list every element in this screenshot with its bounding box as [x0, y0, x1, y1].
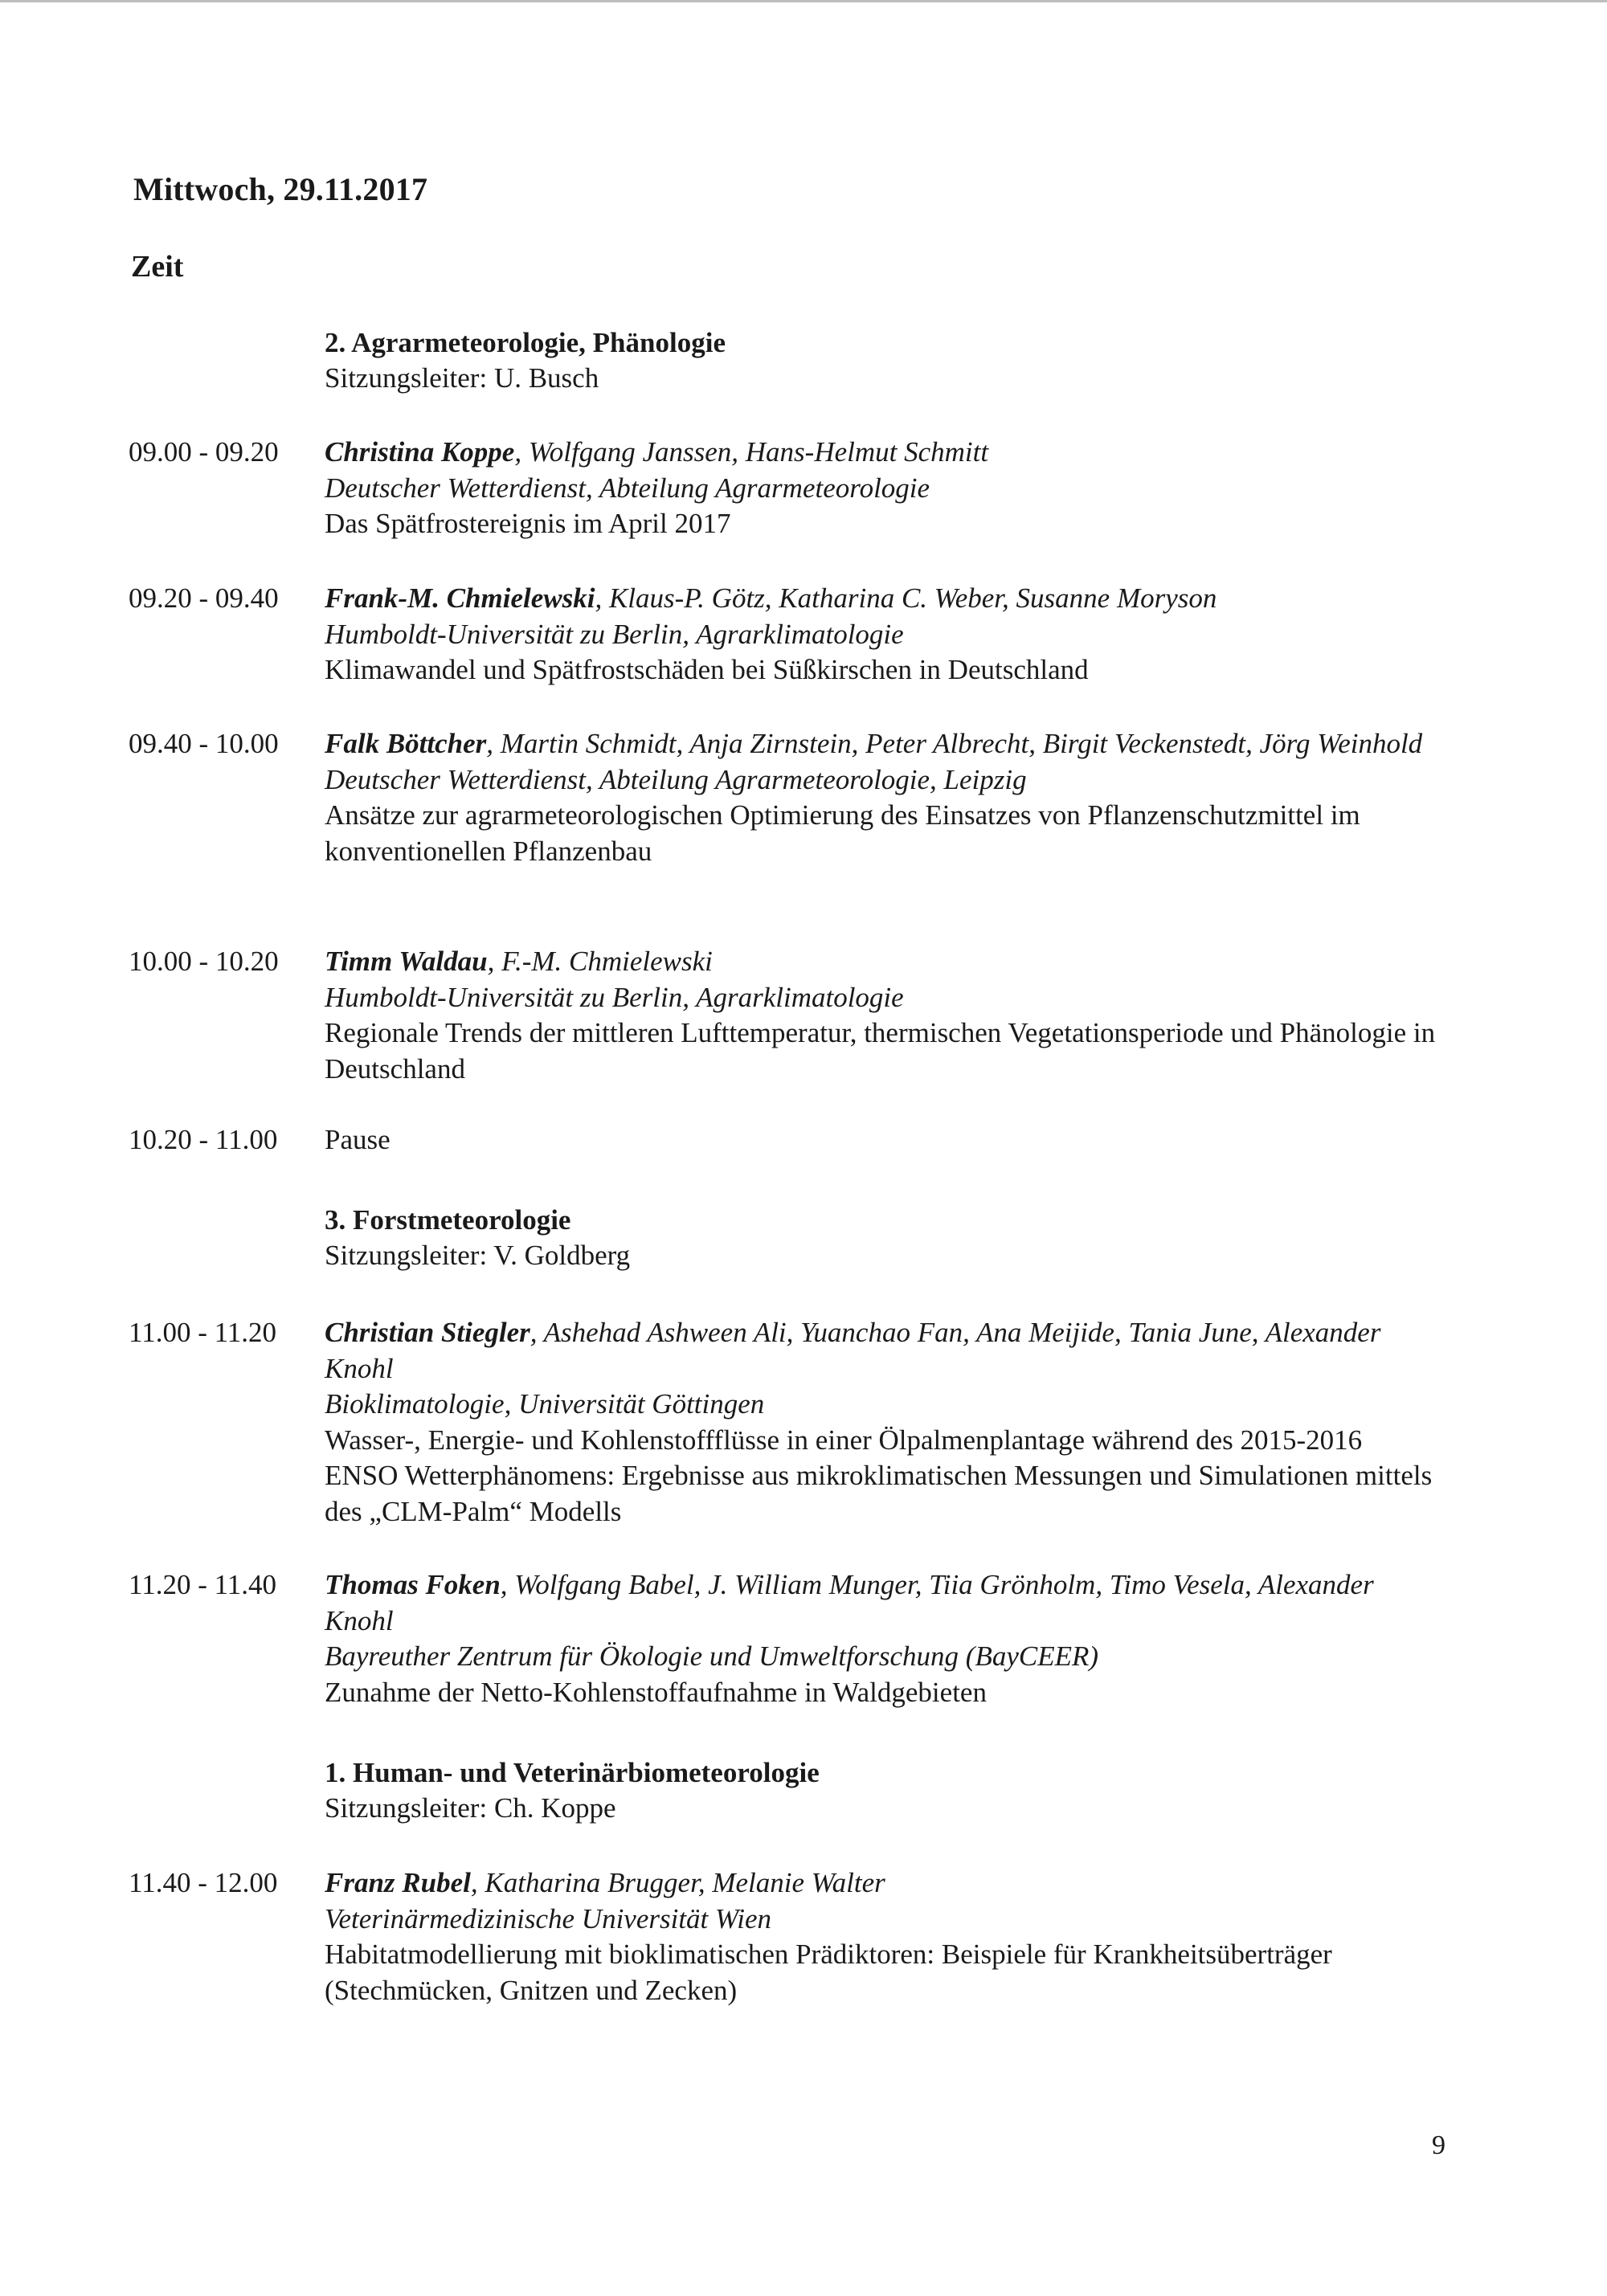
time-slot: 09.00 - 09.20: [129, 436, 279, 468]
talk-title: Ansätze zur agrarmeteorologischen Optimierung des Einsatzes von Pflanzenschutzmittel im konventionellen Pflanzenbau: [325, 799, 1360, 867]
program-entry: [129, 1567, 1470, 1710]
time-slot: 09.40 - 10.00: [129, 728, 279, 759]
lead-author: Frank-M. Chmielewski: [325, 582, 595, 614]
affiliation: Bayreuther Zentrum für Ökologie und Umweltforschung (BayCEER): [325, 1640, 1098, 1672]
section-agrarmeteorologie: [325, 325, 726, 396]
section-title: 3. Forstmeteorologie: [325, 1204, 571, 1236]
co-authors: , Klaus-P. Götz, Katharina C. Weber, Susanne Moryson: [595, 582, 1217, 614]
page-title: Mittwoch, 29.11.2017: [133, 171, 428, 207]
time-column-heading: Zeit: [131, 250, 184, 284]
session-chair: Sitzungsleiter: U. Busch: [325, 362, 599, 394]
program-entry: [129, 944, 1470, 1087]
authors: [325, 435, 1470, 471]
talk-title: Regionale Trends der mittleren Lufttemperatur, thermischen Vegetationsperiode und Phänologie in Deutschland: [325, 1017, 1436, 1085]
co-authors: , F.-M. Chmielewski: [487, 946, 713, 977]
page-number: 9: [1432, 2131, 1445, 2160]
time-slot: 10.00 - 10.20: [129, 946, 279, 977]
co-authors: , Martin Schmidt, Anja Zirnstein, Peter Albrecht, Birgit Veckenstedt, Jörg Weinhold: [486, 728, 1423, 759]
authors: [325, 1865, 1441, 1902]
talk-title: Klimawandel und Spätfrostschäden bei Süßkirschen in Deutschland: [325, 654, 1089, 685]
time-slot: 11.20 - 11.40: [129, 1569, 277, 1600]
program-entry: [129, 1315, 1470, 1530]
talk-title: Habitatmodellierung mit bioklimatischen Prädiktoren: Beispiele für Krankheitsüberträger (Stechmücken, Gnitzen und Zecken): [325, 1939, 1332, 2006]
time-slot: 10.20 - 11.00: [129, 1124, 278, 1155]
co-authors: , Ashehad Ashween Ali, Yuanchao Fan, Ana Meijide, Tania June, Alexander Knohl: [325, 1317, 1381, 1384]
co-authors: , Katharina Brugger, Melanie Walter: [470, 1867, 885, 1898]
lead-author: Thomas Foken: [325, 1569, 501, 1600]
authors: [325, 581, 1470, 617]
lead-author: Falk Böttcher: [325, 728, 487, 759]
session-chair: Sitzungsleiter: Ch. Koppe: [325, 1792, 616, 1824]
talk-title: Zunahme der Netto-Kohlenstoffaufnahme in Waldgebieten: [325, 1676, 987, 1708]
scan-edge: [0, 0, 1607, 2]
lead-author: Franz Rubel: [325, 1867, 471, 1898]
break-label: Pause: [325, 1124, 391, 1155]
lead-author: Christina Koppe: [325, 436, 515, 468]
lead-author: Christian Stiegler: [325, 1317, 530, 1348]
affiliation: Veterinärmedizinische Universität Wien: [325, 1902, 772, 1934]
section-title: 1. Human- und Veterinärbiometeorologie: [325, 1757, 820, 1788]
time-slot: 11.40 - 12.00: [129, 1867, 278, 1898]
section-forstmeteorologie: [325, 1203, 630, 1273]
talk-title: Das Spätfrostereignis im April 2017: [325, 508, 731, 539]
time-slot: 11.00 - 11.20: [129, 1317, 277, 1348]
affiliation: Humboldt-Universität zu Berlin, Agrarklimatologie: [325, 618, 904, 650]
program-entry: [129, 581, 1470, 688]
authors: [325, 1567, 1450, 1639]
co-authors: , Wolfgang Janssen, Hans-Helmut Schmitt: [514, 436, 989, 468]
program-entry: [129, 435, 1470, 542]
session-chair: Sitzungsleiter: V. Goldberg: [325, 1240, 631, 1271]
section-title: 2. Agrarmeteorologie, Phänologie: [325, 327, 726, 358]
affiliation: Humboldt-Universität zu Berlin, Agrarklimatologie: [325, 981, 904, 1013]
affiliation: Deutscher Wetterdienst, Abteilung Agrarmeteorologie, Leipzig: [325, 763, 1027, 795]
authors: [325, 726, 1466, 762]
program-entry: [129, 1865, 1470, 2008]
program-entry: [129, 726, 1470, 869]
authors: [325, 1315, 1441, 1387]
section-human-veterinaerbiometeorologie: [325, 1755, 820, 1826]
co-authors: , Wolfgang Babel, J. William Munger, Tiia Grönholm, Timo Vesela, Alexander Knohl: [325, 1569, 1374, 1636]
authors: [325, 944, 1441, 980]
time-slot: 09.20 - 09.40: [129, 582, 279, 614]
affiliation: Bioklimatologie, Universität Göttingen: [325, 1388, 765, 1420]
break-entry: [129, 1122, 1470, 1158]
talk-title: Wasser-, Energie- und Kohlenstoffflüsse in einer Ölpalmenplantage während des 2015-2016 ENSO Wetterphänomens: Ergebnisse aus mikroklimatischen Messungen und Simulationen mittels des „CLM-Palm“ Modells: [325, 1424, 1433, 1527]
lead-author: Timm Waldau: [325, 946, 488, 977]
affiliation: Deutscher Wetterdienst, Abteilung Agrarmeteorologie: [325, 472, 930, 504]
